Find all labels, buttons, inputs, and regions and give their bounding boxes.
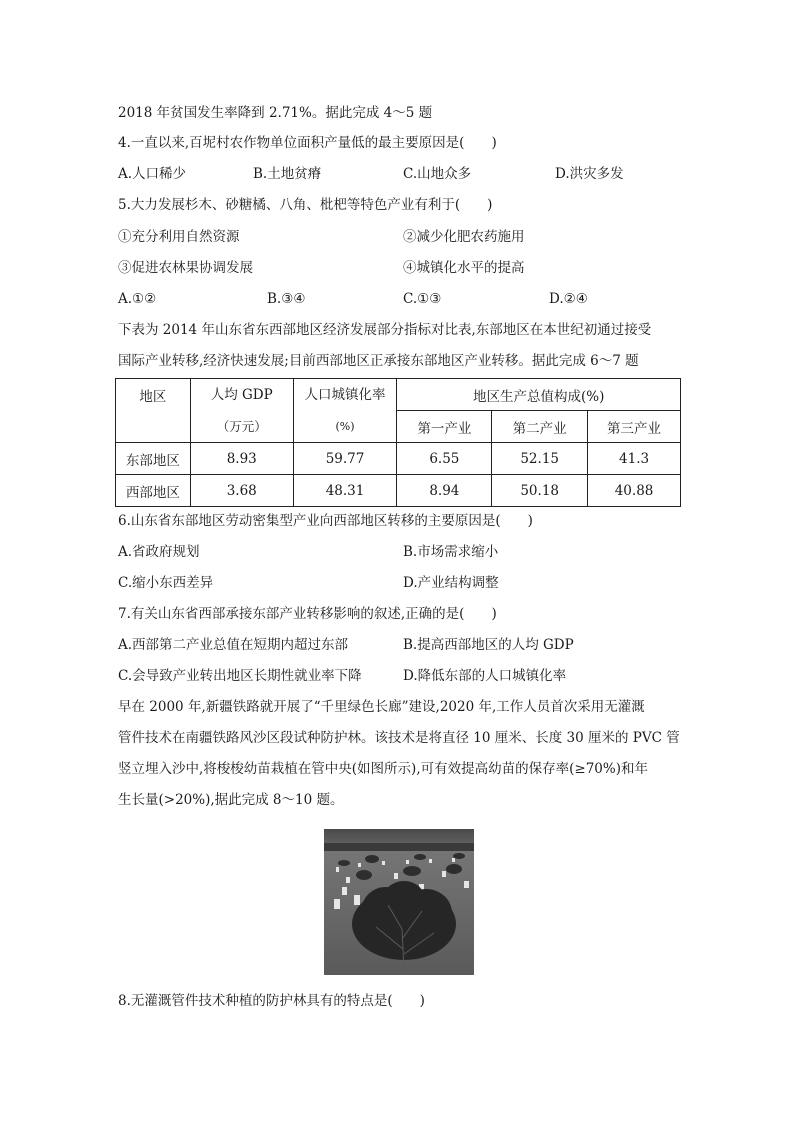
q4-option-d: D.洪灾多发	[555, 166, 624, 182]
cell-region: 东部地区	[116, 443, 191, 475]
question-5-stem: 5.大力发展杉木、砂糖橘、八角、枇杷等特色产业有利于( )	[118, 197, 493, 213]
header-gdp-unit: （万元）	[216, 418, 267, 434]
q6-option-d: D.产业结构调整	[403, 575, 499, 591]
passage-3-line-4: 生长量(>20%),据此完成 8～10 题。	[118, 792, 344, 808]
shelterbelt-photo	[324, 829, 474, 975]
cell-primary: 8.94	[397, 475, 492, 507]
q5-item-4: ④城镇化水平的提高	[403, 260, 525, 276]
header-urbanization	[293, 379, 397, 443]
q7-option-c: C.会导致产业转出地区长期性就业率下降	[118, 668, 362, 684]
intro-line: 2018 年贫国发生率降到 2.71%。据此完成 4～5 题	[118, 105, 433, 121]
cell-tertiary: 41.3	[588, 443, 681, 475]
q5-option-c: C.①③	[403, 291, 442, 307]
q7-option-d: D.降低东部的人口城镇化率	[403, 668, 567, 684]
header-gdp	[190, 379, 293, 443]
cell-region: 西部地区	[116, 475, 191, 507]
passage-3-line-2: 管件技术在南疆铁路风沙区段试种防护林。该技术是将直径 10 厘米、长度 30 厘米的 PVC 管	[118, 730, 680, 746]
q7-option-a: A.西部第二产业总值在短期内超过东部	[118, 637, 349, 653]
cell-secondary: 52.15	[492, 443, 588, 475]
cell-gdp: 3.68	[190, 475, 293, 507]
q4-option-a: A.人口稀少	[118, 166, 187, 182]
economic-indicator-table	[115, 378, 681, 507]
cell-primary: 6.55	[397, 443, 492, 475]
cell-secondary: 50.18	[492, 475, 588, 507]
passage-3-line-1: 早在 2000 年,新疆铁路就开展了“千里绿色长廊”建设,2020 年,工作人员首次采用无灌溉	[118, 699, 645, 715]
table-row-east	[116, 443, 681, 475]
header-tertiary-industry: 第三产业	[588, 411, 681, 443]
shelterbelt-photo-image	[324, 829, 474, 975]
header-secondary-industry: 第二产业	[492, 411, 588, 443]
header-gdp-structure: 地区生产总值构成(%)	[397, 379, 681, 411]
cell-urbanization: 59.77	[293, 443, 397, 475]
q6-option-a: A.省政府规划	[118, 544, 200, 560]
header-urbanization-label: 人口城镇化率	[304, 386, 386, 403]
passage-2-line-1: 下表为 2014 年山东省东西部地区经济发展部分指标对比表,东部地区在本世纪初通过接受	[118, 322, 652, 338]
passage-3-line-3: 竖立埋入沙中,将梭梭幼苗栽植在管中央(如图所示),可有效提高幼苗的保存率(≥70%)和年	[118, 761, 648, 777]
q6-option-b: B.市场需求缩小	[403, 544, 499, 560]
cell-gdp: 8.93	[190, 443, 293, 475]
q4-option-c: C.山地众多	[403, 166, 472, 182]
header-urbanization-unit: (%)	[335, 419, 355, 433]
q7-option-b: B.提高西部地区的人均 GDP	[403, 637, 574, 653]
q5-option-d: D.②④	[549, 291, 588, 307]
q5-option-b: B.③④	[267, 291, 306, 307]
passage-2-line-2: 国际产业转移,经济快速发展;目前西部地区正承接东部地区产业转移。据此完成 6～7 题	[118, 353, 639, 369]
q5-option-a: A.①②	[118, 291, 157, 307]
header-primary-industry: 第一产业	[397, 411, 492, 443]
question-4-stem: 4.一直以来,百坭村农作物单位面积产量低的最主要原因是( )	[118, 135, 497, 151]
question-7-stem: 7.有关山东省西部承接东部产业转移影响的叙述,正确的是( )	[118, 606, 497, 622]
q5-item-3: ③促进农林果协调发展	[118, 260, 253, 276]
question-8-stem: 8.无灌溉管件技术种植的防护林具有的特点是( )	[118, 993, 425, 1009]
cell-urbanization: 48.31	[293, 475, 397, 507]
table-row-west	[116, 475, 681, 507]
q5-item-1: ①充分利用自然资源	[118, 229, 240, 245]
question-6-stem: 6.山东省东部地区劳动密集型产业向西部地区转移的主要原因是( )	[118, 513, 533, 529]
cell-tertiary: 40.88	[588, 475, 681, 507]
q5-item-2: ②减少化肥农药施用	[403, 229, 525, 245]
header-region: 地区	[116, 379, 191, 443]
q4-option-b: B.土地贫瘠	[253, 166, 322, 182]
q6-option-c: C.缩小东西差异	[118, 575, 214, 591]
header-gdp-label: 人均 GDP	[210, 386, 273, 403]
